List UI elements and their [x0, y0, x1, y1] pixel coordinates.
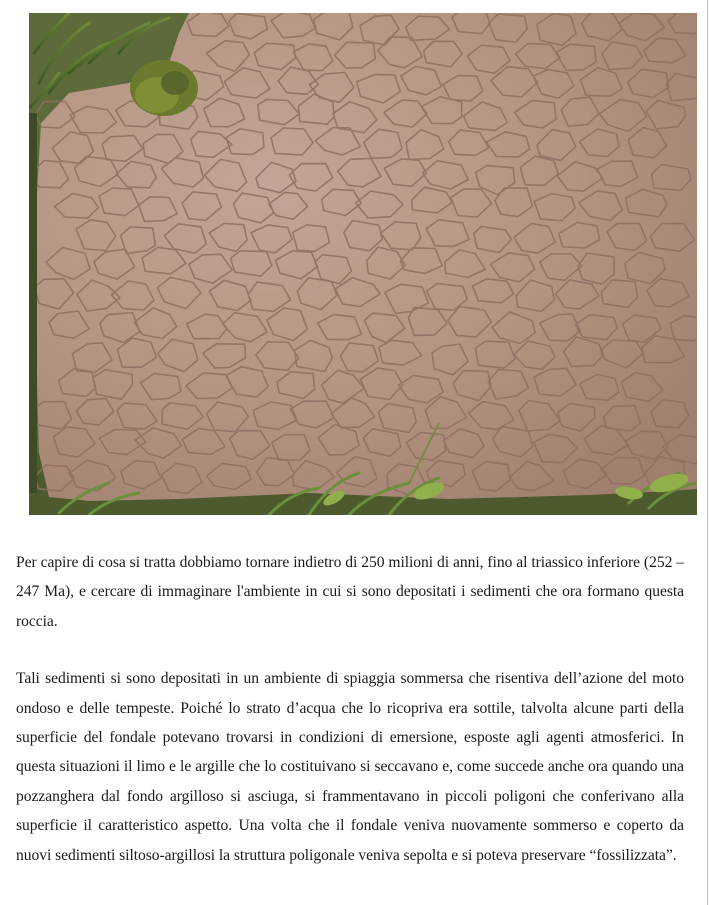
left-edge-vegetation — [29, 113, 37, 493]
rock-slab-photo — [29, 13, 697, 515]
body-text — [16, 548, 684, 870]
page-edge-line — [707, 0, 708, 905]
paragraph-1: Per capire di cosa si tratta dobbiamo tornare indietro di 250 milioni di anni, fino al triassico inferiore (252 – 247 Ma), e cercare di immaginare l'ambiente in cui si sono depositati i sedimenti che ora formano questa roccia. — [16, 554, 684, 630]
moss-clump — [130, 60, 198, 116]
rock-slab-illustration — [29, 13, 697, 515]
paragraph-2: Tali sedimenti si sono depositati in un ambiente di spiaggia sommersa che risentiva dell’azione del moto ondoso e delle tempeste. Poiché lo strato d’acqua che lo ricopriva era sottile, talvolta alcune parti della superficie del fondale potevano trovarsi in condizioni di emersione, esposte agli agenti atmosferici. In questa situazioni il limo e le argille che lo costituivano si seccavano e, come succede anche ora quando una pozzanghera dal fondo argilloso si asciuga, si frammentavano in piccoli poligoni che conferivano alla superficie il caratteristico aspetto. Una volta che il fondale veniva nuovamente sommerso e coperto da nuovi sedimenti siltoso-argillosi la struttura poligonale veniva sepolta e si poteva preservare “fossilizzata”. — [16, 670, 684, 864]
